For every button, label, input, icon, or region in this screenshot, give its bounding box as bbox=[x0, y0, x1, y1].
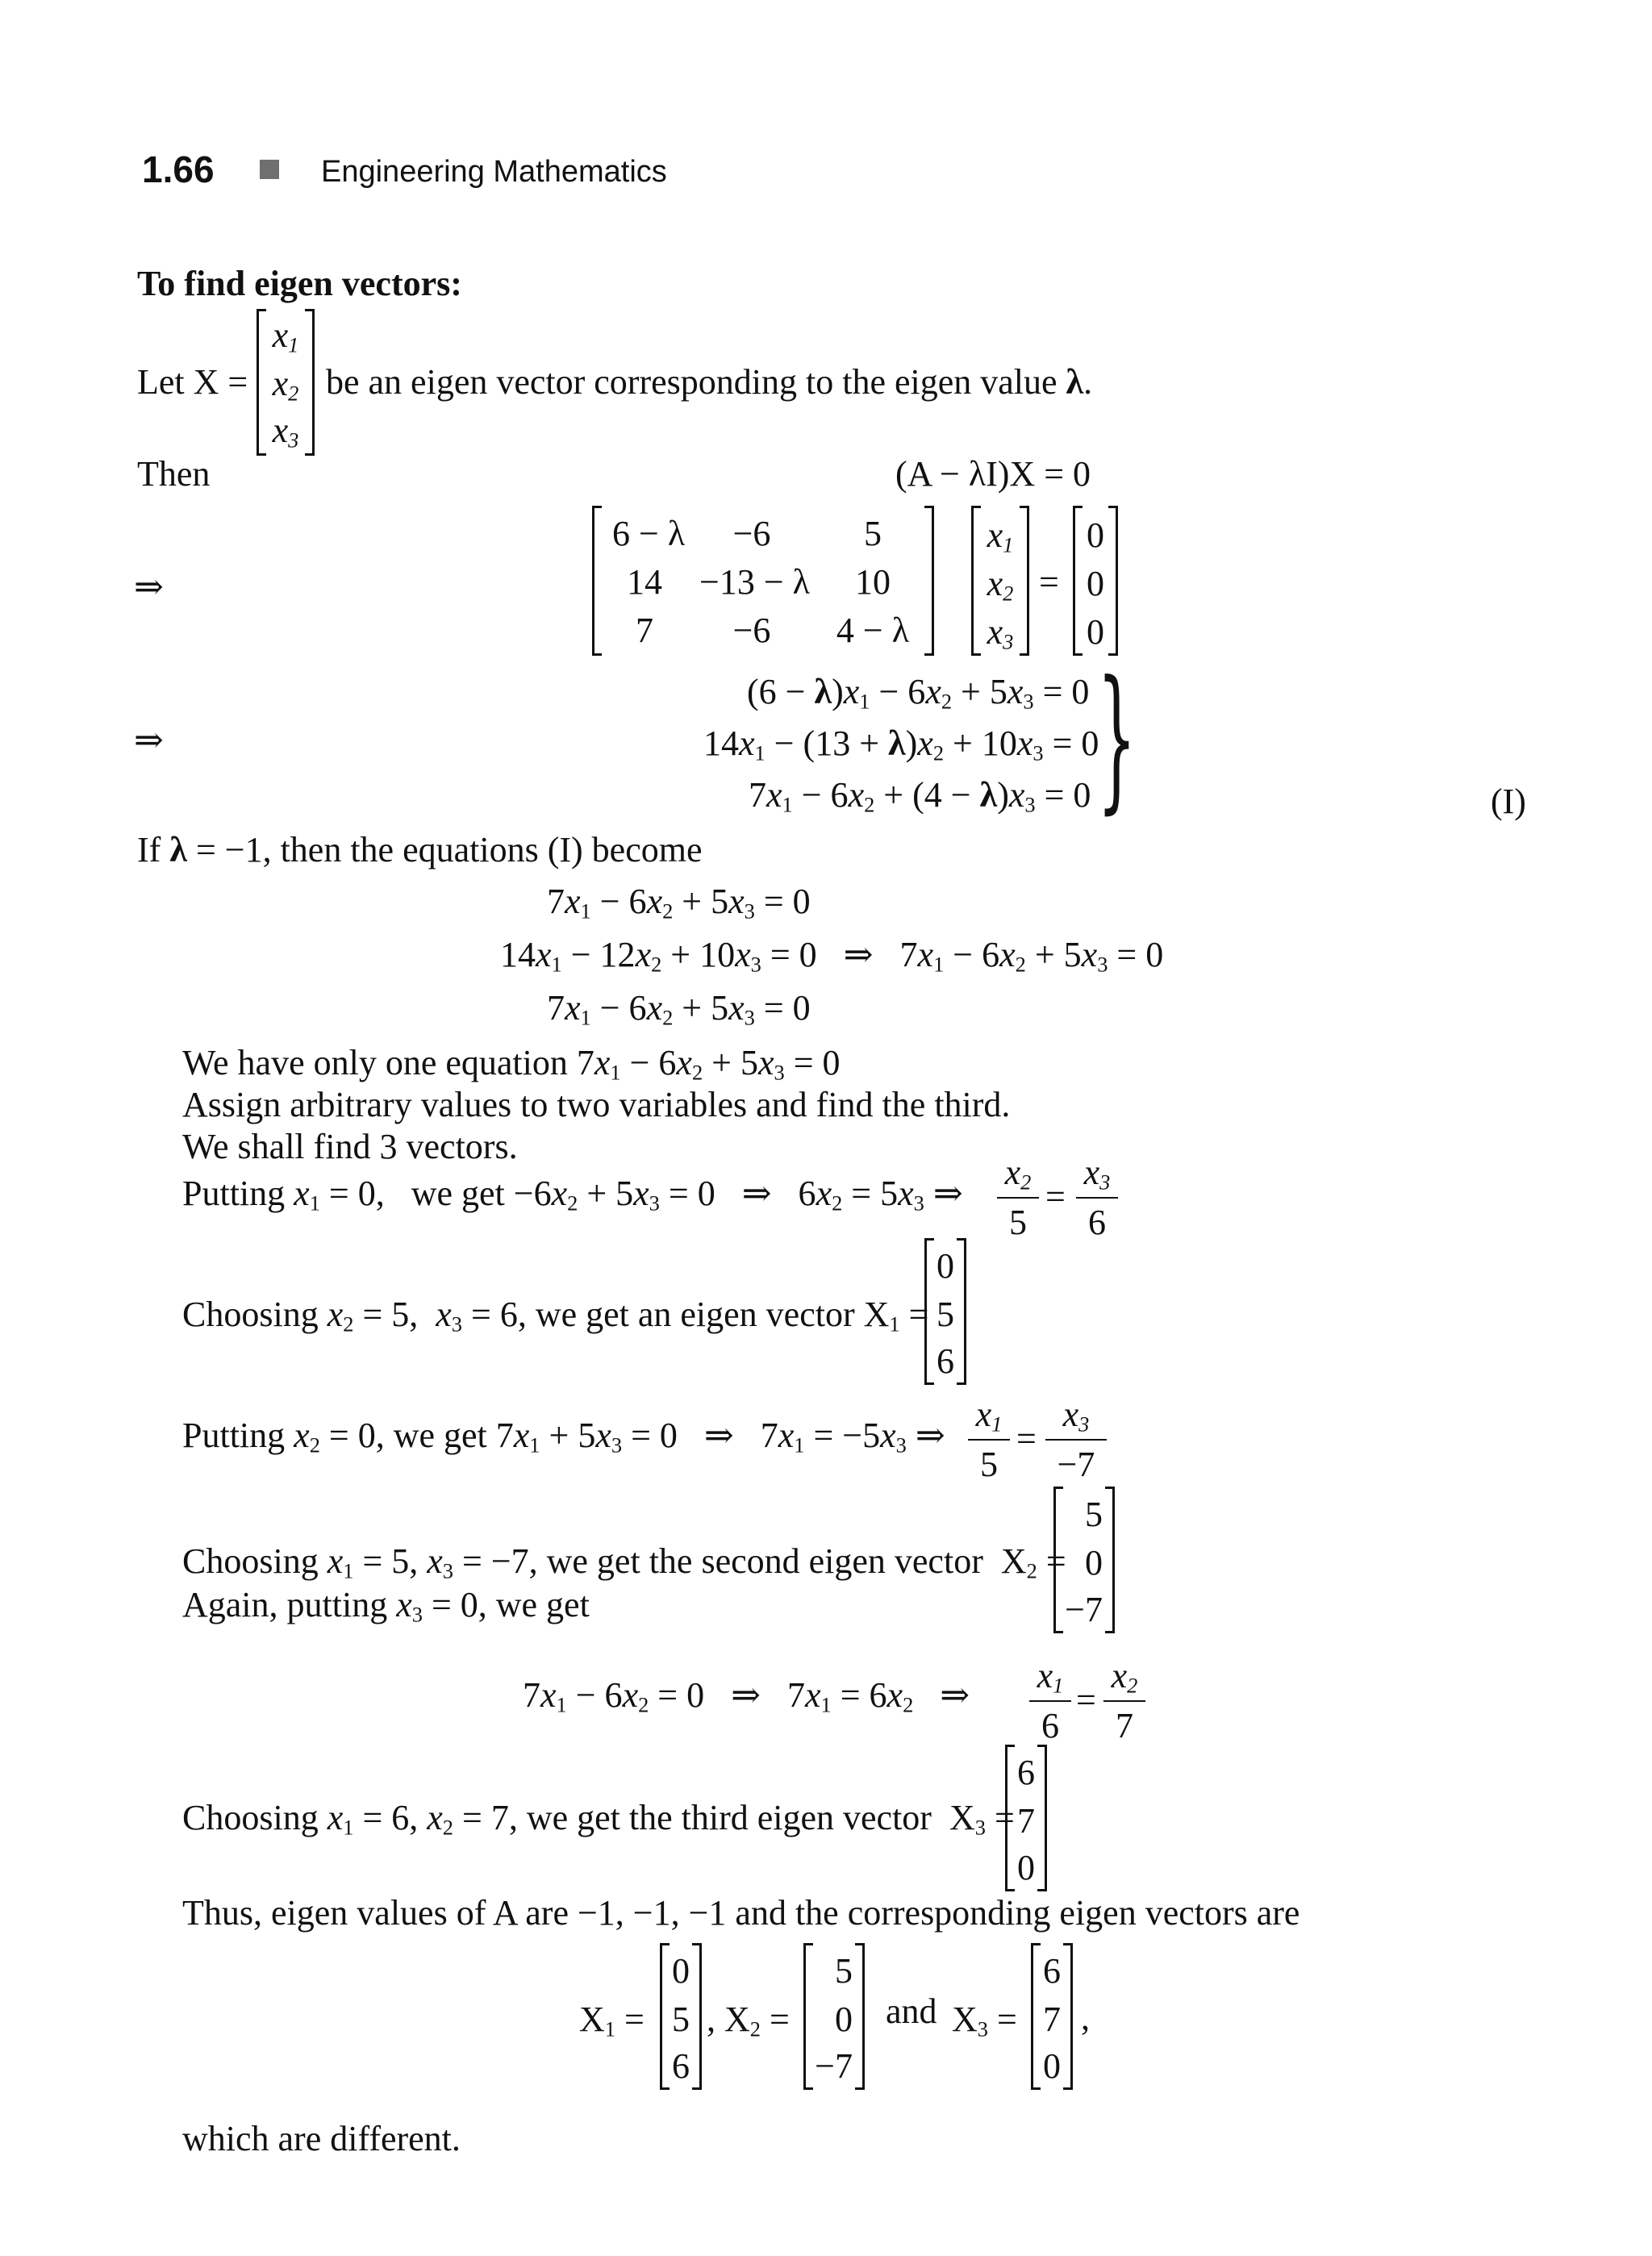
vector-entry: 5 bbox=[937, 1295, 954, 1334]
vector-entry: −7 bbox=[1065, 1590, 1103, 1629]
three-vectors-text: We shall find 3 vectors. bbox=[182, 1127, 518, 1166]
book-title: Engineering Mathematics bbox=[321, 155, 667, 189]
system-equation-1: $(6 - \lambda)x_1 - 6x_2 + 5x_3 = 0$ bbox=[747, 672, 1090, 714]
vector-entry: 6 bbox=[1043, 1951, 1061, 1991]
vector-entry: 5 bbox=[835, 1951, 853, 1991]
choosing-x1-text: Choosing $x_1 = 5$, $x_3 = -7$, we get the second eigen vector $X_2$ = bbox=[182, 1541, 1066, 1583]
x3-entry: $x_3$ bbox=[272, 411, 299, 452]
vector-entry: 0 bbox=[1017, 1848, 1035, 1887]
reduced-equation-3: $7x_1 - 6x_2 + 5x_3 = 0$ bbox=[547, 988, 811, 1030]
choosing-x2-text: Choosing $x_2 = 5$, $x_3 = 6$, we get an eigen vector $X_1$ = bbox=[182, 1295, 929, 1337]
putting-x2-text: Putting $x_2 = 0$, we get $7x_1 + 5x_3 = 0$ ⇒ $7x_1 = -5x_3$ ⇒ bbox=[182, 1416, 945, 1457]
header-square-icon bbox=[260, 160, 279, 179]
vector-entry: 0 bbox=[835, 2000, 853, 2039]
eigen-vector-x2 bbox=[1053, 1489, 1115, 1631]
vector-entry: 7 bbox=[1017, 1801, 1035, 1841]
equals-sign: = bbox=[1076, 1680, 1096, 1720]
reduced-equation-1: $7x_1 - 6x_2 + 5x_3 = 0$ bbox=[547, 882, 811, 924]
x3-entry: $x_3$ bbox=[987, 612, 1014, 654]
vector-entry: 0 bbox=[1043, 2046, 1061, 2086]
matrix-r2c3: 10 bbox=[855, 562, 891, 602]
choosing-x1-x2-text: Choosing $x_1 = 6$, $x_2 = 7$, we get the third eigen vector $X_3$ = bbox=[182, 1798, 1015, 1840]
section-heading: To find eigen vectors: bbox=[137, 264, 462, 303]
x1-entry: $x_1$ bbox=[987, 515, 1014, 557]
characteristic-equation: (A − λI)X = 0 bbox=[895, 454, 1091, 494]
x-vector bbox=[257, 311, 315, 453]
matrix-r3c3: 4 − λ bbox=[836, 611, 910, 650]
reduced-equation-2: $14x_1 - 12x_2 + 10x_3 = 0$ ⇒ $7x_1 - 6x_2 + 5x_3 = 0$ bbox=[500, 935, 1164, 977]
zero-entry: 0 bbox=[1087, 564, 1104, 603]
coefficient-matrix bbox=[592, 508, 934, 653]
let-x-prefix: Let X = bbox=[137, 362, 248, 402]
zero-vector bbox=[1073, 508, 1118, 653]
right-brace: } bbox=[1097, 648, 1137, 828]
x2-entry: $x_2$ bbox=[272, 364, 299, 406]
vector-entry: 6 bbox=[672, 2046, 690, 2086]
x1-label: $X_1$ = bbox=[579, 2000, 645, 2041]
putting-x1-text: Putting $x_1 = 0$, we get $-6x_2 + 5x_3 = 0$ ⇒ $6x_2 = 5x_3$ ⇒ bbox=[182, 1174, 963, 1216]
again-putting-text: Again, putting $x_3 = 0$, we get bbox=[182, 1585, 590, 1627]
vector-entry: 0 bbox=[937, 1246, 954, 1286]
matrix-r3c1: 7 bbox=[636, 611, 653, 650]
let-line-text: be an eigen vector corresponding to the eigen value λ. bbox=[326, 362, 1093, 402]
eigen-vector-x1 bbox=[924, 1241, 966, 1382]
lambda-substitution-text: If λ = −1, then the equations (I) become bbox=[137, 830, 703, 869]
x2-label: , $X_2$ = bbox=[707, 2000, 790, 2041]
final-vector-x1 bbox=[660, 1945, 702, 2087]
then-label: Then bbox=[137, 454, 211, 494]
vector-entry: 5 bbox=[1085, 1495, 1103, 1534]
equals-sign: = bbox=[1039, 562, 1059, 602]
system-equation-2: $14x_1 - (13 + \lambda)x_2 + 10x_3 = 0$ bbox=[703, 724, 1099, 765]
matrix-r2c2: −13 − λ bbox=[699, 562, 810, 602]
x3-label: $X_3$ = bbox=[952, 2000, 1017, 2041]
trailing-comma: , bbox=[1081, 1998, 1090, 2037]
vector-entry: 6 bbox=[937, 1341, 954, 1381]
final-vector-x2 bbox=[803, 1945, 865, 2087]
zero-entry: 0 bbox=[1087, 515, 1104, 555]
vector-entry: 7 bbox=[1043, 2000, 1061, 2039]
page-number: 1.66 bbox=[142, 148, 215, 190]
vector-entry: 0 bbox=[672, 1951, 690, 1991]
implies-arrow: ⇒ bbox=[134, 567, 164, 607]
system-equation-3: $7x_1 - 6x_2 + (4 - \lambda)x_3 = 0$ bbox=[749, 775, 1091, 817]
implies-arrow: ⇒ bbox=[134, 720, 164, 760]
vector-entry: 6 bbox=[1017, 1753, 1035, 1792]
eigen-vector-x3 bbox=[1005, 1747, 1047, 1889]
closing-text: which are different. bbox=[182, 2119, 461, 2158]
conclusion-text: Thus, eigen values of A are −1, −1, −1 and the corresponding eigen vectors are bbox=[182, 1893, 1300, 1933]
x2-entry: $x_2$ bbox=[987, 564, 1014, 606]
equation-label: (I) bbox=[1491, 782, 1526, 821]
zero-entry: 0 bbox=[1087, 612, 1104, 652]
third-equation-text: $7x_1 - 6x_2 = 0$ ⇒ $7x_1 = 6x_2$ ⇒ bbox=[523, 1675, 970, 1717]
final-vector-x3 bbox=[1031, 1945, 1073, 2087]
unknown-vector bbox=[971, 508, 1029, 653]
matrix-r1c1: 6 − λ bbox=[612, 514, 686, 553]
matrix-r2c1: 14 bbox=[627, 562, 662, 602]
x1-entry: $x_1$ bbox=[272, 315, 299, 357]
and-word: and bbox=[886, 1991, 937, 2031]
matrix-r1c3: 5 bbox=[864, 514, 882, 553]
vector-entry: 0 bbox=[1085, 1543, 1103, 1583]
matrix-r1c2: −6 bbox=[732, 514, 771, 553]
matrix-r3c2: −6 bbox=[732, 611, 771, 650]
assign-values-text: Assign arbitrary values to two variables and find the third. bbox=[182, 1085, 1011, 1124]
only-one-equation-text: We have only one equation $7x_1 - 6x_2 + 5x_3 = 0$ bbox=[182, 1043, 841, 1085]
vector-entry: −7 bbox=[815, 2046, 853, 2086]
equals-sign: = bbox=[1045, 1177, 1066, 1216]
equals-sign: = bbox=[1016, 1419, 1037, 1458]
vector-entry: 5 bbox=[672, 2000, 690, 2039]
